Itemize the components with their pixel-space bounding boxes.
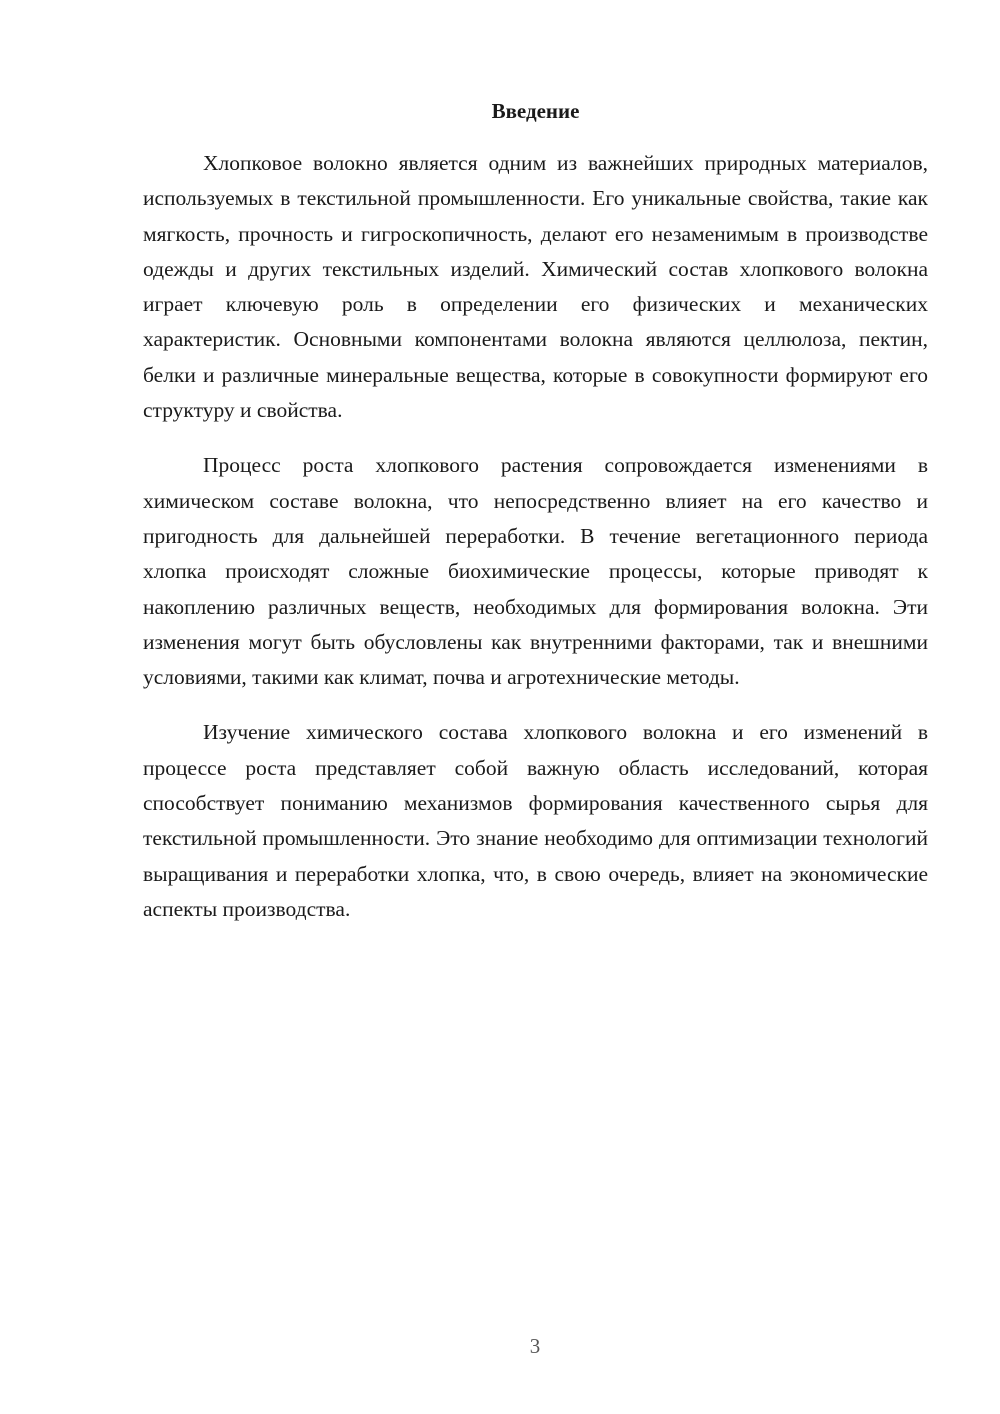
page-number: 3	[529, 1334, 541, 1358]
paragraph-3: Изучение химического состава хлопкового волокна и его изменений в процессе роста представляет собой важную область исследований, которая способствует пониманию механизмов формирования качественного сырья для текстильной промышленности. Это знание необходимо для оптимизации технологий выращивания и переработки хлопка, что, в свою очередь, влияет на экономические аспекты производства.	[143, 720, 928, 921]
paragraph-2: Процесс роста хлопкового растения сопровождается изменениями в химическом составе волокна, что непосредственно влияет на его качество и пригодность для дальнейшей переработки. В течение вегетационного периода хлопка происходят сложные биохимические процессы, которые приводят к накоплению различных веществ, необходимых для формирования волокна. Эти изменения могут быть обусловлены как внутренними факторами, так и внешними условиями, такими как климат, почва и агротехнические методы.	[143, 453, 928, 690]
paragraph-1: Хлопковое волокно является одним из важнейших природных материалов, используемых в текстильной промышленности. Его уникальные свойства, такие как мягкость, прочность и гигроскопичность, делают его незаменимым в производстве одежды и других текстильных изделий. Химический состав хлопкового волокна играет ключевую роль в определении его физических и механических характеристик. Основными компонентами волокна являются целлюлоза, пектин, белки и различные минеральные вещества, которые в совокупности формируют его структуру и свойства.	[143, 151, 928, 423]
document-page	[143, 96, 928, 947]
section-title: Введение	[491, 99, 580, 123]
